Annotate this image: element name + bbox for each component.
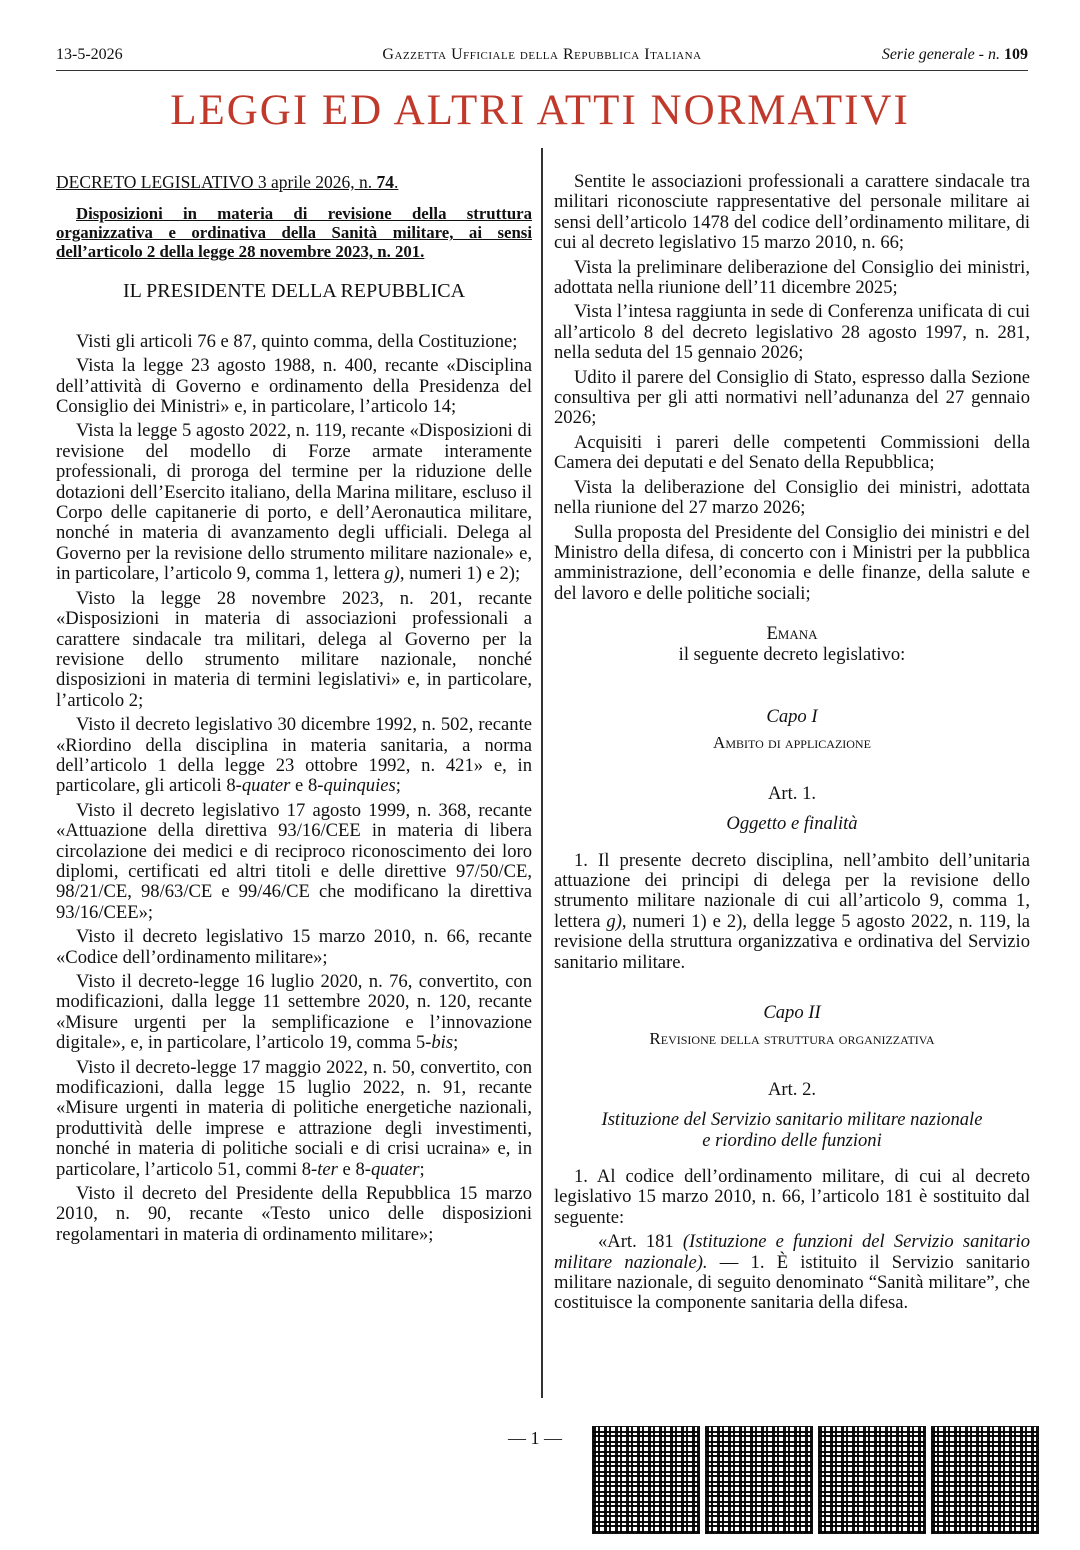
- paragraph: Visto il decreto legislativo 15 marzo 2010, n. 66, recante «Codice dell’ordinamento militare»;: [56, 926, 532, 968]
- page-number: — 1 —: [508, 1428, 562, 1448]
- paragraph: Vista la preliminare deliberazione del Consiglio dei ministri, adottata nella riunione dell’11 dicembre 2025;: [554, 256, 1030, 299]
- paragraph: Visto il decreto legislativo 30 dicembre 1992, n. 502, recante «Riordino della disciplina in materia sanitaria, a norma dell’articolo 1 della legge 23 ottobre 1992, n. 421» e, in particolare, gli articoli 8-quater e 8-quinquies;: [56, 714, 532, 797]
- president-heading: IL PRESIDENTE DELLA REPUBBLICA: [122, 280, 466, 303]
- left-column: [56, 172, 532, 1249]
- emana-heading: Emana il seguente decreto legislativo:: [678, 623, 906, 665]
- page-header: [56, 44, 1028, 71]
- paragraph: Sentite le associazioni professionali a carattere sindacale tra militari riconosciute rappresentative del personale militare ai sensi dell’articolo 1478 del codice dell’ordinamento militare, di cui al decreto legislativo 15 marzo 2010, n. 66;: [554, 171, 1030, 254]
- capo-2-subtitle: Revisione della struttura organizzativa: [649, 1029, 935, 1049]
- paragraph: Udito il parere del Consiglio di Stato, espresso dalla Sezione consultiva per gli atti normativi nell’adunanza del 27 gennaio 2026;: [554, 366, 1030, 429]
- header-date: 13-5-2026: [56, 46, 123, 63]
- article-2-title: Istituzione del Servizio sanitario militare nazionale e riordino delle funzioni: [601, 1109, 983, 1151]
- qr-code: [931, 1426, 1039, 1534]
- paragraph: Vista la legge 5 agosto 2022, n. 119, recante «Disposizioni di revisione del modello di Forze armate interamente professionali, di proroga del termine per la riduzione delle dotazioni dell’Esercito italiano, della Marina militare, escluso il Corpo delle capitanerie di porto, e dell’Aeronautica militare, nonché in materia di avanzamento degli ufficiali. Delega al Governo per la revisione dello strumento militare nazionale» e, in particolare, l’articolo 9, comma 1, lettera g), numeri 1) e 2);: [56, 420, 532, 585]
- header-publication: Gazzetta Ufficiale della Repubblica Italiana: [382, 46, 702, 63]
- paragraph: Sulla proposta del Presidente del Consiglio dei ministri e del Ministro della difesa, di concerto con i Ministri per la pubblica amministrazione, dell’economia e delle finanze, della salute e del lavoro e delle politiche sociali;: [554, 521, 1030, 604]
- paragraph: Visto il decreto-legge 16 luglio 2020, n. 76, convertito, con modificazioni, dalla legge 11 settembre 2020, n. 120, recante «Misure urgenti per la semplificazione e l’innovazione digitale», e, in particolare, l’articolo 19, comma 5-bis;: [56, 971, 532, 1054]
- article-1-heading: Art. 1.: [767, 782, 817, 804]
- paragraph: 1. Il presente decreto disciplina, nell’ambito dell’unitaria attuazione dei principi di delega per la revisione dello strumento militare nazionale di cui all’articolo 9, comma 1, lettera g), numeri 1) e 2), della legge 5 agosto 2022, n. 119, la revisione della struttura organizzativa e ordinativa del Servizio sanitario militare.: [554, 849, 1030, 973]
- header-series: Serie generale - n. 109: [881, 46, 1028, 63]
- paragraph: Visto il decreto del Presidente della Repubblica 15 marzo 2010, n. 90, recante «Testo unico delle disposizioni regolamentari in materia di ordinamento militare»;: [56, 1183, 532, 1245]
- article-1-title: Oggetto e finalità: [726, 813, 858, 835]
- article-2-heading: Art. 2.: [767, 1078, 817, 1100]
- capo-1-heading: Capo I: [766, 705, 818, 727]
- section-title: LEGGI ED ALTRI ATTI NORMATIVI: [170, 87, 910, 134]
- paragraph: Visto la legge 28 novembre 2023, n. 201, recante «Disposizioni in materia di associazioni professionali a carattere sindacale tra militari, delega al Governo per la revisione dello strumento militare nazionale, nonché disposizioni in materia di termini legislativi» e, in particolare, l’articolo 2;: [56, 587, 532, 711]
- right-column: [554, 172, 1030, 1318]
- paragraph: Visto il decreto legislativo 17 agosto 1999, n. 368, recante «Attuazione della direttiva 93/16/CEE in materia di libera circolazione dei medici e di reciproco riconoscimento dei loro diplomi, certificati ed altri titoli e delle direttive 97/50/CE, 98/21/CE, 98/63/CE e 99/46/CE che modificano la direttiva 93/16/CEE»;: [56, 799, 532, 923]
- paragraph: Vista la legge 23 agosto 1988, n. 400, recante «Disciplina dell’attività di Governo e ordinamento della Presidenza del Consiglio dei Ministri» e, in particolare, l’articolo 14;: [56, 355, 532, 418]
- paragraph: Vista l’intesa raggiunta in sede di Conferenza unificata di cui all’articolo 8 del decreto legislativo 28 agosto 1997, n. 281, nella seduta del 15 gennaio 2026;: [554, 301, 1030, 364]
- column-divider: [541, 148, 543, 1398]
- qr-code: [818, 1426, 926, 1534]
- paragraph: Visti gli articoli 76 e 87, quinto comma, della Costituzione;: [76, 330, 518, 352]
- paragraph: 1. Al codice dell’ordinamento militare, di cui al decreto legislativo 15 marzo 2010, n. 66, l’articolo 181 è sostituito dal seguente:: [554, 1166, 1030, 1228]
- capo-1-subtitle: Ambito di applicazione: [713, 733, 871, 753]
- quoted-article: «Art. 181 (Istituzione e funzioni del Servizio sanitario militare nazionale). — 1. È istituito il Servizio sanitario militare nazionale, di seguito denominato “Sanità militare”, che costituisce la componente sanitaria della difesa.: [554, 1231, 1030, 1314]
- paragraph: Vista la deliberazione del Consiglio dei ministri, adottata nella riunione del 27 marzo 2026;: [554, 476, 1030, 519]
- capo-2-heading: Capo II: [763, 1002, 821, 1023]
- decree-title: Disposizioni in materia di revisione della struttura organizzativa e ordinativa della Sanità militare, ai sensi dell’articolo 2 della legge 28 novembre 2023, n. 201.: [56, 204, 532, 262]
- decree-heading: DECRETO LEGISLATIVO 3 aprile 2026, n. 74.: [56, 172, 399, 192]
- qr-code: [705, 1426, 813, 1534]
- paragraph: Visto il decreto-legge 17 maggio 2022, n. 50, convertito, con modificazioni, dalla legge 15 luglio 2022, n. 91, recante «Misure urgenti in materia di politiche energetiche nazionali, produttività delle imprese e attrazione degli investimenti, nonché in materia di politiche sociali e di crisi ucraina» e, in particolare, l’articolo 51, commi 8-ter e 8-quater;: [56, 1056, 532, 1180]
- qr-code: [592, 1426, 700, 1534]
- paragraph: Acquisiti i pareri delle competenti Commissioni della Camera dei deputati e del Senato della Repubblica;: [554, 431, 1030, 474]
